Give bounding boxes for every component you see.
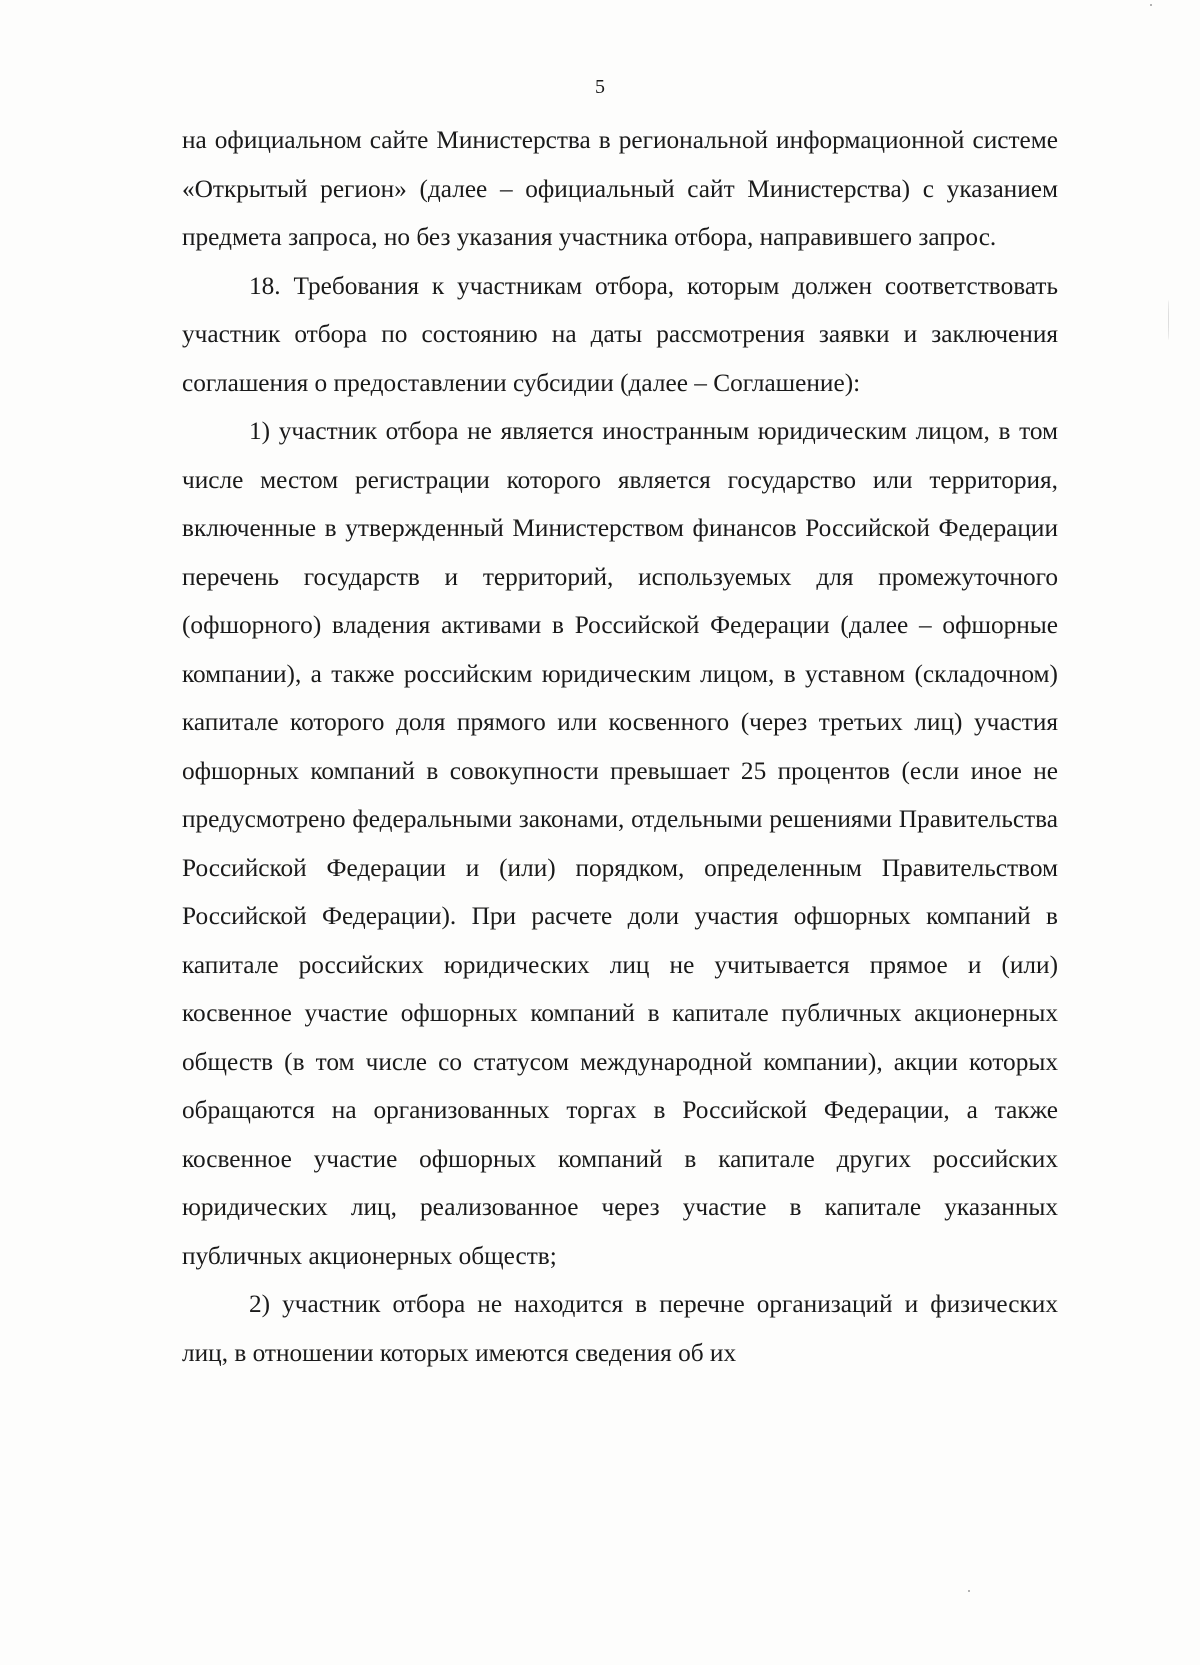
paragraph-18-2-list: 2) участник отбора не находится в перечне организаций и физических лиц, в отношении которых имеются сведения об их [182, 1290, 1058, 1367]
page-number: 5 [595, 76, 605, 98]
document-body [182, 116, 1058, 1377]
scan-speck [1168, 300, 1169, 340]
paragraph-intro: на официальном сайте Министерства в региональной информационной системе «Открытый регион» (далее – официальный сайт Министерства) с указанием предмета запроса, но без указания участника отбора, направившего запрос. [182, 126, 1058, 251]
scan-speck [1150, 4, 1152, 6]
paragraph-18-requirements: 18. Требования к участникам отбора, которым должен соответствовать участник отбора по состоянию на даты рассмотрения заявки и заключения соглашения о предоставлении субсидии (далее – Соглашение): [182, 271, 1058, 397]
paragraph-18-1-offshore: 1) участник отбора не является иностранным юридическим лицом, в том числе местом регистрации которого является государство или территория, включенные в утвержденный Министерством финансов Российской Федерации перечень государств и территорий, используемых для промежуточного (офшорного) владения активами в Российской Федерации (далее – офшорные компании), а также российским юридическим лицом, в уставном (складочном) капитале которого доля прямого или косвенного (через третьих лиц) участия офшорных компаний в совокупности превышает 25 процентов (если иное не предусмотрено федеральными законами, отдельными решениями Правительства Российской Федерации и (или) порядком, определенным Правительством Российской Федерации). При расчете доли участия офшорных компаний в капитале российских юридических лиц не учитывается прямое и (или) косвенное участие офшорных компаний в капитале публичных акционерных обществ (в том числе со статусом международной компании), акции которых обращаются на организованных торгах в Российской Федерации, а также косвенное участие офшорных компаний в капитале других российских юридических лиц, реализованное через участие в капитале указанных публичных акционерных обществ; [182, 417, 1058, 1270]
scan-speck [968, 1590, 970, 1592]
